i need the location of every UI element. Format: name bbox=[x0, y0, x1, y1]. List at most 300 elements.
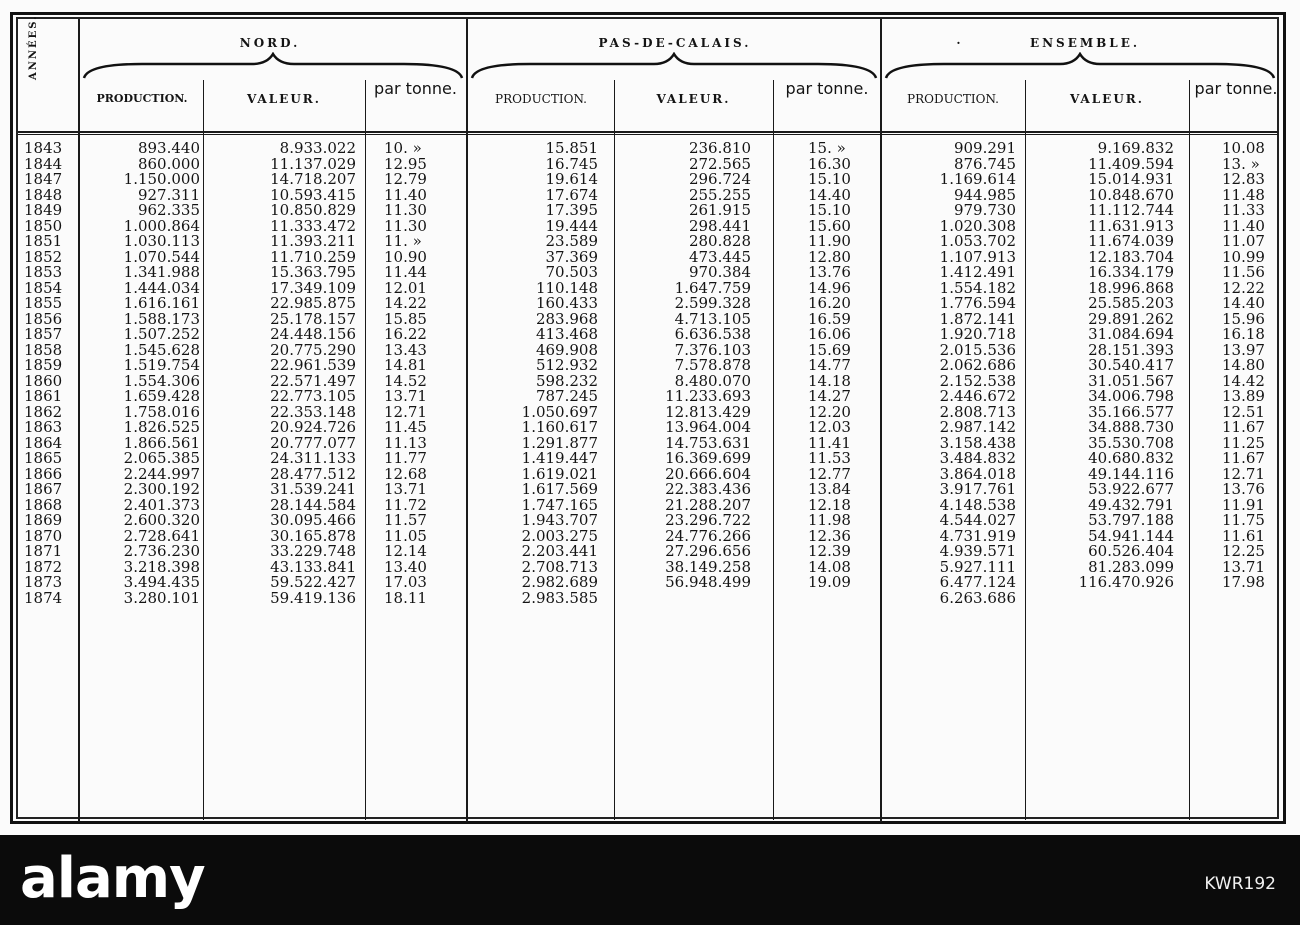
year-cell: 1872 bbox=[24, 557, 63, 576]
pdc-par-tonne-cell: 14.96 bbox=[808, 278, 851, 297]
nord-production-cell: 1.070.544 bbox=[123, 247, 200, 266]
ens-valeur-cell: 10.848.670 bbox=[1088, 185, 1174, 204]
pdc-production-cell: 787.245 bbox=[535, 387, 598, 405]
nord-valeur-cell: 22.985.875 bbox=[270, 294, 356, 312]
nord-valeur-cell: 22.571.497 bbox=[270, 371, 356, 390]
nord-par-tonne-cell: 11.05 bbox=[384, 526, 427, 545]
nord-par-tonne-cell: 12.14 bbox=[384, 542, 427, 560]
ens-valeur-header: VALEUR. bbox=[1070, 92, 1144, 106]
ens-production-cell: 6.263.686 bbox=[939, 588, 1016, 607]
ens-valeur-cell: 34.888.730 bbox=[1088, 418, 1174, 436]
nord-production-cell: 1.588.173 bbox=[123, 309, 200, 328]
nord-production-cell: 2.244.997 bbox=[123, 464, 200, 483]
year-cell: 1863 bbox=[24, 418, 63, 436]
ens-valeur-cell: 12.183.704 bbox=[1088, 247, 1174, 266]
ens-par-tonne-cell: 11.56 bbox=[1222, 263, 1265, 281]
pdc-production-cell: 110.148 bbox=[535, 278, 598, 297]
ens-valeur-cell bbox=[1028, 591, 1174, 607]
pdc-par-tonne-cell: 15.69 bbox=[808, 340, 851, 359]
pdc-par-tonne-cell: 13.76 bbox=[808, 263, 851, 281]
nord-valeur-cell: 25.178.157 bbox=[270, 309, 356, 328]
ens-par-tonne-cell: 13.89 bbox=[1222, 387, 1265, 405]
year-cell: 1865 bbox=[24, 449, 63, 467]
ens-valeur-cell: 35.166.577 bbox=[1088, 402, 1174, 421]
ens-production-cell: 4.939.571 bbox=[939, 542, 1016, 560]
pdc-par-tonne-cell: 12.77 bbox=[808, 464, 851, 483]
nord-valeur-cell: 8.933.022 bbox=[279, 139, 356, 157]
pdc-par-tonne-cell: 15.10 bbox=[808, 170, 851, 188]
nord-valeur-cell: 14.718.207 bbox=[270, 170, 356, 188]
pdc-valeur-header: VALEUR. bbox=[656, 92, 731, 106]
nord-production-cell: 893.440 bbox=[137, 139, 200, 157]
ens-production-cell: 3.864.018 bbox=[939, 464, 1016, 483]
nord-production-cell: 1.554.306 bbox=[123, 371, 200, 390]
pdc-par-tonne-cell: 11.98 bbox=[808, 511, 851, 529]
ens-par-tonne-cell: 13.97 bbox=[1222, 340, 1265, 359]
pdc-production-cell: 1.419.447 bbox=[521, 449, 598, 467]
year-cell: 1848 bbox=[24, 185, 63, 204]
nord-valeur-cell: 15.363.795 bbox=[270, 263, 356, 281]
nord-valeur-cell: 17.349.109 bbox=[270, 278, 356, 297]
ens-valeur-cell: 40.680.832 bbox=[1088, 449, 1174, 467]
year-cell: 1874 bbox=[24, 588, 63, 607]
pdc-valeur-cell: 20.666.604 bbox=[665, 464, 751, 483]
pdc-par-tonne-cell: 11.53 bbox=[808, 449, 851, 467]
ens-par-tonne-cell: 11.25 bbox=[1222, 433, 1265, 452]
nord-par-tonne-cell: 11.44 bbox=[384, 263, 427, 281]
ens-par-tonne-cell: 12.71 bbox=[1222, 464, 1265, 483]
nord-valeur-cell: 10.593.415 bbox=[270, 185, 356, 204]
nord-par-tonne-cell: 12.01 bbox=[384, 278, 427, 297]
pdc-par-tonne-cell: 16.59 bbox=[808, 309, 851, 328]
nord-par-tonne-cell: 10.90 bbox=[384, 247, 427, 266]
pdc-par-tonne-cell: 14.40 bbox=[808, 185, 851, 204]
year-cell: 1870 bbox=[24, 526, 63, 545]
year-cell: 1860 bbox=[24, 371, 63, 390]
ens-valeur-cell: 16.334.179 bbox=[1088, 263, 1174, 281]
nord-production-cell: 2.401.373 bbox=[123, 495, 200, 514]
pdc-valeur-cell: 280.828 bbox=[688, 232, 751, 250]
nord-production-cell: 3.494.435 bbox=[123, 573, 200, 591]
ens-par-tonne-cell: 10.08 bbox=[1222, 139, 1265, 157]
ens-valeur-cell: 9.169.832 bbox=[1097, 139, 1174, 157]
nord-production-cell: 1.659.428 bbox=[123, 387, 200, 405]
pdc-production-cell: 469.908 bbox=[535, 340, 598, 359]
ens-par-tonne-cell: 11.67 bbox=[1222, 418, 1265, 436]
ens-valeur-cell: 81.283.099 bbox=[1088, 557, 1174, 576]
ens-par-tonne-header: par tonne. bbox=[1194, 79, 1278, 98]
year-cell: 1867 bbox=[24, 480, 63, 498]
nord-valeur-cell: 22.961.539 bbox=[270, 356, 356, 374]
pdc-valeur-cell: 23.296.722 bbox=[665, 511, 751, 529]
ens-valeur-cell: 116.470.926 bbox=[1078, 573, 1174, 591]
pdc-production-cell: 598.232 bbox=[535, 371, 598, 390]
nord-par-tonne-cell: 13.71 bbox=[384, 387, 427, 405]
nord-par-tonne-cell: 16.22 bbox=[384, 325, 427, 343]
pdc-production-cell: 19.444 bbox=[545, 216, 598, 235]
ens-par-tonne-cell: 10.99 bbox=[1222, 247, 1265, 266]
pdc-par-tonne-cell: 12.20 bbox=[808, 402, 851, 421]
pdc-production-cell: 15.851 bbox=[545, 139, 598, 157]
nord-par-tonne-cell: 11. » bbox=[384, 232, 422, 250]
year-cell: 1844 bbox=[24, 154, 63, 173]
nord-valeur-cell: 31.539.241 bbox=[270, 480, 356, 498]
pdc-production-cell: 1.943.707 bbox=[521, 511, 598, 529]
pdc-par-tonne-cell: 13.84 bbox=[808, 480, 851, 498]
ens-valeur-cell: 31.051.567 bbox=[1088, 371, 1174, 390]
nord-production-cell: 1.150.000 bbox=[123, 170, 200, 188]
ens-production-cell: 5.927.111 bbox=[939, 557, 1016, 576]
ens-production-cell: 944.985 bbox=[953, 185, 1016, 204]
year-cell: 1854 bbox=[24, 278, 63, 297]
pdc-valeur-cell: 27.296.656 bbox=[665, 542, 751, 560]
nord-production-cell: 1.000.864 bbox=[123, 216, 200, 235]
nord-production-cell: 1.826.525 bbox=[123, 418, 200, 436]
nord-par-tonne-cell: 12.79 bbox=[384, 170, 427, 188]
ens-production-cell: 2.152.538 bbox=[939, 371, 1016, 390]
nord-valeur-cell: 22.353.148 bbox=[270, 402, 356, 421]
nord-production-cell: 2.736.230 bbox=[123, 542, 200, 560]
pdc-valeur-cell: 56.948.499 bbox=[665, 573, 751, 591]
year-cell: 1861 bbox=[24, 387, 63, 405]
pdc-par-tonne-header: par tonne. bbox=[785, 79, 869, 98]
nord-production-header: PRODUCTION. bbox=[96, 92, 188, 105]
ens-valeur-cell: 30.540.417 bbox=[1088, 356, 1174, 374]
pdc-par-tonne-cell: 12.80 bbox=[808, 247, 851, 266]
pdc-production-header: PRODUCTION. bbox=[495, 92, 587, 106]
nord-production-cell: 1.444.034 bbox=[123, 278, 200, 297]
ens-par-tonne-cell: 13. » bbox=[1222, 154, 1260, 173]
nord-par-tonne-cell: 12.95 bbox=[384, 154, 427, 173]
brace-pas-de-calais bbox=[470, 52, 878, 80]
ens-production-cell: 1.920.718 bbox=[939, 325, 1016, 343]
ens-valeur-cell: 11.112.744 bbox=[1088, 201, 1174, 219]
pdc-valeur-cell: 970.384 bbox=[688, 263, 751, 281]
pdc-production-cell: 17.674 bbox=[545, 185, 598, 204]
ens-par-tonne-cell bbox=[1222, 591, 1280, 607]
year-cell: 1873 bbox=[24, 573, 63, 591]
pdc-valeur-cell: 2.599.328 bbox=[674, 294, 751, 312]
ens-par-tonne-cell: 11.67 bbox=[1222, 449, 1265, 467]
ens-production-cell: 2.808.713 bbox=[939, 402, 1016, 421]
pdc-valeur-cell: 1.647.759 bbox=[674, 278, 751, 297]
ens-valeur-cell: 29.891.262 bbox=[1088, 309, 1174, 328]
ens-par-tonne-cell: 13.71 bbox=[1222, 557, 1265, 576]
ens-production-cell: 4.731.919 bbox=[939, 526, 1016, 545]
pdc-valeur-cell: 255.255 bbox=[688, 185, 751, 204]
ens-production-cell: 1.872.141 bbox=[939, 309, 1016, 328]
pdc-production-cell: 1.291.877 bbox=[521, 433, 598, 452]
ens-production-cell: 909.291 bbox=[953, 139, 1016, 157]
years-column-header: ANNÉES. bbox=[28, 14, 39, 80]
nord-valeur-cell: 30.165.878 bbox=[270, 526, 356, 545]
ens-valeur-cell: 15.014.931 bbox=[1088, 170, 1174, 188]
nord-par-tonne-cell: 11.72 bbox=[384, 495, 427, 514]
pdc-valeur-cell: 12.813.429 bbox=[665, 402, 751, 421]
nord-production-cell: 927.311 bbox=[137, 185, 200, 204]
ens-par-tonne-cell: 12.25 bbox=[1222, 542, 1265, 560]
pdc-valeur-cell: 261.915 bbox=[688, 201, 751, 219]
nord-production-cell: 1.519.754 bbox=[123, 356, 200, 374]
pdc-valeur-cell: 6.636.538 bbox=[674, 325, 751, 343]
pdc-production-cell: 70.503 bbox=[545, 263, 598, 281]
pdc-par-tonne-cell: 11.90 bbox=[808, 232, 851, 250]
nord-valeur-cell: 20.775.290 bbox=[270, 340, 356, 359]
nord-par-tonne-cell: 11.30 bbox=[384, 216, 427, 235]
nord-valeur-cell: 11.333.472 bbox=[270, 216, 356, 235]
nord-par-tonne-cell: 15.85 bbox=[384, 309, 427, 328]
ens-production-cell: 1.776.594 bbox=[939, 294, 1016, 312]
ens-par-tonne-cell: 11.91 bbox=[1222, 495, 1265, 514]
year-cell: 1859 bbox=[24, 356, 63, 374]
ens-production-cell: 1.554.182 bbox=[939, 278, 1016, 297]
pdc-production-cell: 16.745 bbox=[545, 154, 598, 173]
pdc-par-tonne-cell: 12.39 bbox=[808, 542, 851, 560]
pdc-par-tonne-cell: 15.10 bbox=[808, 201, 851, 219]
pdc-production-cell: 2.983.585 bbox=[521, 588, 598, 607]
nord-valeur-cell: 24.448.156 bbox=[270, 325, 356, 343]
pdc-valeur-cell: 473.445 bbox=[688, 247, 751, 266]
ens-valeur-cell: 11.631.913 bbox=[1088, 216, 1174, 235]
nord-par-tonne-cell: 13.40 bbox=[384, 557, 427, 576]
ens-valeur-cell: 28.151.393 bbox=[1088, 340, 1174, 359]
nord-valeur-cell: 30.095.466 bbox=[270, 511, 356, 529]
pdc-production-cell: 1.619.021 bbox=[521, 464, 598, 483]
nord-production-cell: 3.218.398 bbox=[123, 557, 200, 576]
nord-valeur-cell: 28.477.512 bbox=[270, 464, 356, 483]
nord-production-cell: 2.300.192 bbox=[123, 480, 200, 498]
pdc-valeur-cell: 13.964.004 bbox=[665, 418, 751, 436]
ens-production-cell: 3.917.761 bbox=[939, 480, 1016, 498]
ens-production-cell: 2.446.672 bbox=[939, 387, 1016, 405]
nord-valeur-cell: 10.850.829 bbox=[270, 201, 356, 219]
group-header-mark: · bbox=[956, 36, 964, 50]
year-cell: 1866 bbox=[24, 464, 63, 483]
ens-valeur-cell: 25.585.203 bbox=[1088, 294, 1174, 312]
ens-par-tonne-cell: 11.75 bbox=[1222, 511, 1265, 529]
ens-valeur-cell: 11.409.594 bbox=[1088, 154, 1174, 173]
ens-production-cell: 3.484.832 bbox=[939, 449, 1016, 467]
header-rule bbox=[18, 131, 1278, 133]
nord-par-tonne-cell: 14.52 bbox=[384, 371, 427, 390]
pdc-valeur-cell: 14.753.631 bbox=[665, 433, 751, 452]
ens-par-tonne-cell: 14.80 bbox=[1222, 356, 1265, 374]
nord-par-tonne-cell: 14.81 bbox=[384, 356, 427, 374]
pdc-valeur-cell bbox=[617, 591, 751, 607]
nord-valeur-cell: 43.133.841 bbox=[270, 557, 356, 576]
ens-valeur-cell: 49.144.116 bbox=[1088, 464, 1174, 483]
pdc-par-tonne-cell: 15. » bbox=[808, 139, 846, 157]
pdc-production-cell: 2.708.713 bbox=[521, 557, 598, 576]
ens-par-tonne-cell: 11.61 bbox=[1222, 526, 1265, 545]
pdc-par-tonne-cell: 19.09 bbox=[808, 573, 851, 591]
ens-par-tonne-cell: 15.96 bbox=[1222, 309, 1265, 328]
ens-valeur-cell: 53.797.188 bbox=[1088, 511, 1174, 529]
pdc-production-cell: 1.747.165 bbox=[521, 495, 598, 514]
ens-par-tonne-cell: 16.18 bbox=[1222, 325, 1265, 343]
ens-par-tonne-cell: 11.07 bbox=[1222, 232, 1265, 250]
year-cell: 1852 bbox=[24, 247, 63, 266]
year-cell: 1847 bbox=[24, 170, 63, 188]
pdc-valeur-cell: 24.776.266 bbox=[665, 526, 751, 545]
ens-production-cell: 3.158.438 bbox=[939, 433, 1016, 452]
nord-production-cell: 2.728.641 bbox=[123, 526, 200, 545]
pdc-production-cell: 2.982.689 bbox=[521, 573, 598, 591]
pdc-valeur-cell: 22.383.436 bbox=[665, 480, 751, 498]
ens-production-cell: 979.730 bbox=[953, 201, 1016, 219]
ens-production-cell: 4.148.538 bbox=[939, 495, 1016, 514]
header-rule-thin bbox=[18, 134, 1278, 135]
pdc-par-tonne-cell bbox=[808, 591, 878, 607]
pdc-par-tonne-cell: 12.36 bbox=[808, 526, 851, 545]
ens-production-cell: 1.412.491 bbox=[939, 263, 1016, 281]
year-cell: 1851 bbox=[24, 232, 63, 250]
pdc-par-tonne-cell: 14.08 bbox=[808, 557, 851, 576]
ens-par-tonne-cell: 11.48 bbox=[1222, 185, 1265, 204]
nord-par-tonne-header: par tonne. bbox=[374, 79, 457, 98]
pdc-par-tonne-cell: 16.06 bbox=[808, 325, 851, 343]
year-cell: 1857 bbox=[24, 325, 63, 343]
nord-valeur-cell: 24.311.133 bbox=[270, 449, 356, 467]
ens-par-tonne-cell: 13.76 bbox=[1222, 480, 1265, 498]
nord-valeur-cell: 11.710.259 bbox=[270, 247, 356, 266]
ens-production-cell: 2.987.142 bbox=[939, 418, 1016, 436]
pdc-valeur-cell: 38.149.258 bbox=[665, 557, 751, 576]
ens-production-cell: 1.169.614 bbox=[939, 170, 1016, 188]
nord-par-tonne-cell: 11.30 bbox=[384, 201, 427, 219]
pdc-production-cell: 1.160.617 bbox=[521, 418, 598, 436]
ens-valeur-cell: 18.996.868 bbox=[1088, 278, 1174, 297]
ens-valeur-cell: 34.006.798 bbox=[1088, 387, 1174, 405]
pdc-production-cell: 2.003.275 bbox=[521, 526, 598, 545]
pdc-production-cell: 23.589 bbox=[545, 232, 598, 250]
nord-par-tonne-cell: 10. » bbox=[384, 139, 422, 157]
pdc-production-cell: 19.614 bbox=[545, 170, 598, 188]
ens-production-cell: 876.745 bbox=[953, 154, 1016, 173]
nord-valeur-cell: 59.522.427 bbox=[270, 573, 356, 591]
pdc-valeur-cell: 4.713.105 bbox=[674, 309, 751, 328]
pdc-par-tonne-cell: 12.18 bbox=[808, 495, 851, 514]
year-cell: 1850 bbox=[24, 216, 63, 235]
ens-par-tonne-cell: 17.98 bbox=[1222, 573, 1265, 591]
pdc-par-tonne-cell: 11.41 bbox=[808, 433, 851, 452]
pdc-valeur-cell: 16.369.699 bbox=[665, 449, 751, 467]
pdc-valeur-cell: 236.810 bbox=[688, 139, 751, 157]
nord-valeur-cell: 11.393.211 bbox=[270, 232, 356, 250]
pdc-production-cell: 17.395 bbox=[545, 201, 598, 219]
ens-production-cell: 1.107.913 bbox=[939, 247, 1016, 266]
pdc-production-cell: 37.369 bbox=[545, 247, 598, 266]
ens-par-tonne-cell: 12.51 bbox=[1222, 402, 1265, 421]
ens-par-tonne-cell: 14.40 bbox=[1222, 294, 1265, 312]
ens-production-cell: 1.053.702 bbox=[939, 232, 1016, 250]
ens-valeur-cell: 11.674.039 bbox=[1088, 232, 1174, 250]
nord-valeur-header: VALEUR. bbox=[247, 92, 321, 106]
ens-production-cell: 4.544.027 bbox=[939, 511, 1016, 529]
ens-valeur-cell: 60.526.404 bbox=[1088, 542, 1174, 560]
pdc-valeur-cell: 296.724 bbox=[688, 170, 751, 188]
year-cell: 1843 bbox=[24, 139, 63, 157]
pdc-production-cell: 2.203.441 bbox=[521, 542, 598, 560]
nord-valeur-cell: 33.229.748 bbox=[270, 542, 356, 560]
pdc-production-cell: 283.968 bbox=[535, 309, 598, 328]
year-cell: 1855 bbox=[24, 294, 63, 312]
nord-par-tonne-cell: 14.22 bbox=[384, 294, 427, 312]
nord-par-tonne-cell: 12.68 bbox=[384, 464, 427, 483]
brace-ensemble bbox=[884, 52, 1276, 80]
ens-production-cell: 6.477.124 bbox=[939, 573, 1016, 591]
nord-par-tonne-cell: 13.71 bbox=[384, 480, 427, 498]
ens-production-cell: 2.015.536 bbox=[939, 340, 1016, 359]
pdc-valeur-cell: 8.480.070 bbox=[674, 371, 751, 390]
nord-valeur-cell: 20.777.077 bbox=[270, 433, 356, 452]
pdc-valeur-cell: 272.565 bbox=[688, 154, 751, 173]
year-cell: 1871 bbox=[24, 542, 63, 560]
nord-par-tonne-cell: 12.71 bbox=[384, 402, 427, 421]
year-cell: 1862 bbox=[24, 402, 63, 421]
ens-production-cell: 1.020.308 bbox=[939, 216, 1016, 235]
year-cell: 1849 bbox=[24, 201, 63, 219]
year-cell: 1868 bbox=[24, 495, 63, 514]
ens-production-cell: 2.062.686 bbox=[939, 356, 1016, 374]
nord-production-cell: 2.065.385 bbox=[123, 449, 200, 467]
nord-production-cell: 1.616.161 bbox=[123, 294, 200, 312]
nord-par-tonne-cell: 11.45 bbox=[384, 418, 427, 436]
group-header-nord: NORD. bbox=[239, 36, 301, 50]
table-row bbox=[0, 588, 1290, 607]
year-cell: 1869 bbox=[24, 511, 63, 529]
ens-valeur-cell: 49.432.791 bbox=[1088, 495, 1174, 514]
ens-par-tonne-cell: 12.83 bbox=[1222, 170, 1265, 188]
ens-valeur-cell: 54.941.144 bbox=[1088, 526, 1174, 545]
pdc-production-cell: 1.617.569 bbox=[521, 480, 598, 498]
ens-valeur-cell: 53.922.677 bbox=[1088, 480, 1174, 498]
ens-par-tonne-cell: 11.40 bbox=[1222, 216, 1265, 235]
nord-par-tonne-cell: 11.57 bbox=[384, 511, 427, 529]
alamy-logo: alamy bbox=[20, 846, 205, 911]
pdc-valeur-cell: 298.441 bbox=[688, 216, 751, 235]
nord-production-cell: 1.758.016 bbox=[123, 402, 200, 421]
ens-production-header: PRODUCTION. bbox=[907, 92, 999, 106]
pdc-production-cell: 160.433 bbox=[535, 294, 598, 312]
nord-par-tonne-cell: 18.11 bbox=[384, 588, 427, 607]
stock-image-id: KWR192 bbox=[1204, 874, 1276, 894]
nord-valeur-cell: 59.419.136 bbox=[270, 588, 356, 607]
pdc-par-tonne-cell: 14.18 bbox=[808, 371, 851, 390]
nord-production-cell: 962.335 bbox=[137, 201, 200, 219]
nord-valeur-cell: 28.144.584 bbox=[270, 495, 356, 514]
nord-production-cell: 860.000 bbox=[137, 154, 200, 173]
nord-production-cell: 3.280.101 bbox=[123, 588, 200, 607]
pdc-par-tonne-cell: 16.20 bbox=[808, 294, 851, 312]
nord-production-cell: 1.545.628 bbox=[123, 340, 200, 359]
year-cell: 1864 bbox=[24, 433, 63, 452]
ens-par-tonne-cell: 11.33 bbox=[1222, 201, 1265, 219]
pdc-par-tonne-cell: 16.30 bbox=[808, 154, 851, 173]
year-cell: 1856 bbox=[24, 309, 63, 328]
nord-production-cell: 1.866.561 bbox=[123, 433, 200, 452]
pdc-production-cell: 1.050.697 bbox=[521, 402, 598, 421]
nord-par-tonne-cell: 11.40 bbox=[384, 185, 427, 204]
year-cell: 1853 bbox=[24, 263, 63, 281]
pdc-valeur-cell: 11.233.693 bbox=[665, 387, 751, 405]
nord-valeur-cell: 11.137.029 bbox=[270, 154, 356, 173]
pdc-production-cell: 413.468 bbox=[535, 325, 598, 343]
group-header-pas-de-calais: PAS-DE-CALAIS. bbox=[598, 36, 752, 50]
pdc-production-cell: 512.932 bbox=[535, 356, 598, 374]
nord-par-tonne-cell: 11.77 bbox=[384, 449, 427, 467]
pdc-par-tonne-cell: 14.77 bbox=[808, 356, 851, 374]
